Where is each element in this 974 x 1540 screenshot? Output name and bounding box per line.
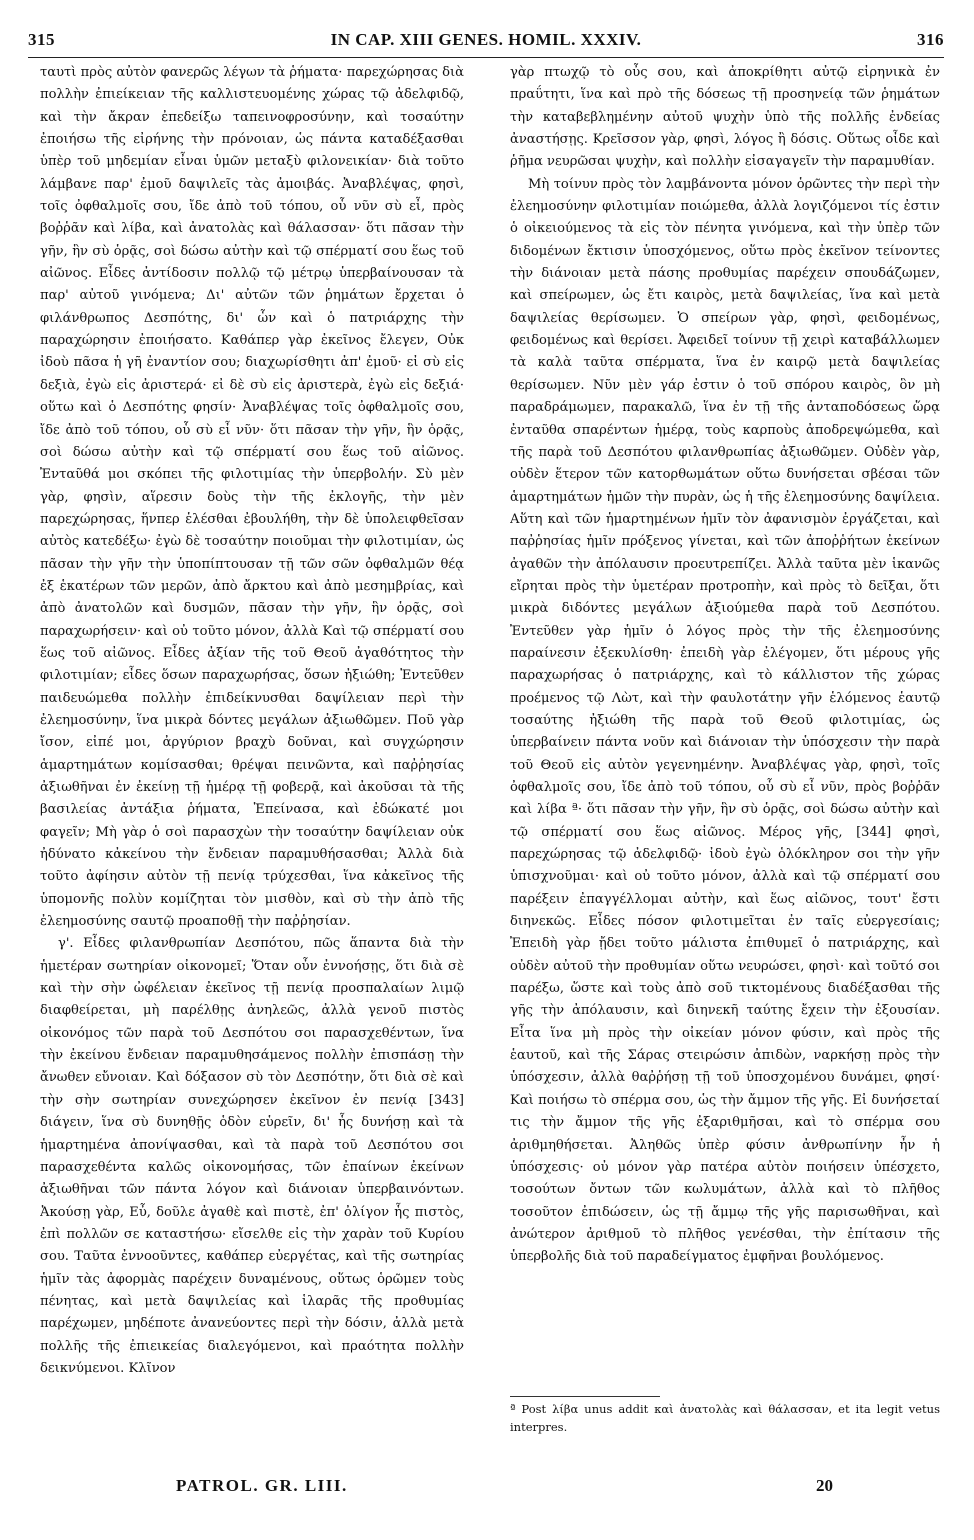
left-column: [40, 62, 464, 1452]
page-number-right: 316: [917, 30, 944, 49]
footnote: ª Post λίβα unus addit καὶ ἀνατολὰς καὶ θάλασσαν, et ita legit vetus interpres.: [510, 1402, 940, 1434]
right-column: [510, 62, 940, 1388]
left-paragraph-1: ταυτὶ πρὸς αὐτὸν φανερῶς λέγων τὰ ῥήματα· παρεχώρησας διὰ πολλὴν ἐπιείκειαν τῆς καλλιστευομένης χώρας τῷ ἀδελφιδῷ, καὶ τὴν ἄκραν ἐπεδείξω ταπεινοφροσύνην, καὶ τοσαύτην ἐποιήσω τῆς εἰρήνης τὴν πρόνοιαν, ὡς πάντα καταδέξασθαι ὑπὲρ τοῦ μηδεμίαν εἶναι ὑμῶν μεταξὺ φιλονεικίαν· διὰ τοῦτο λάμβανε παρ' ἐμοῦ δαψιλεῖς τὰς ἀμοιβάς. Ἀναβλέψας, φησὶ, τοῖς ὀφθαλμοῖς σου, ἴδε ἀπὸ τοῦ τόπου, οὗ νῦν σὺ εἶ, πρὸς βοῤῥᾶν καὶ λίβα, καὶ ἀνατολὰς καὶ θάλασσαν· ὅτι πᾶσαν τὴν γῆν, ἣν σὺ ὁρᾷς, σοὶ δώσω αὐτὴν καὶ τῷ σπέρματί σου ἕως τοῦ αἰῶνος. Εἶδες ἀντίδοσιν πολλῷ τῷ μέτρῳ ὑπερβαίνουσαν τὰ παρ' αὐτοῦ γινόμενα; Δι' αὐτῶν τῶν ῥημάτων ἔρχεται ὁ φιλάνθρωπος Δεσπότης, δι' ὧν καὶ ὁ πατριάρχης τὴν παραχώρησιν ἐποιήσατο. Καθάπερ γὰρ ἐκεῖνος ἔλεγεν, Οὐκ ἰδοὺ πᾶσα ἡ γῆ ἐναντίον σου; διαχωρίσθητι ἀπ' ἐμοῦ· εἰ σὺ εἰς δεξιὰ, ἐγὼ εἰς ἀριστερά· εἰ δὲ σὺ εἰς ἀριστερὰ, ἐγὼ εἰς δεξιά· οὕτω καὶ ὁ Δεσπότης φησίν· Ἀναβλέψας τοῖς ὀφθαλμοῖς σου, ἴδε ἀπὸ τοῦ τόπου, οὗ σὺ εἶ νῦν· ὅτι πᾶσαν τὴν γῆν, ἣν ὁρᾷς, σοὶ δώσω αὐτὴν καὶ τῷ σπέρματί σου ἕως τοῦ αἰῶνος. Ἐνταῦθά μοι σκόπει τῆς φιλοτιμίας τὴν ὑπερβολήν. Σὺ μὲν γὰρ, φησὶν, αἵρεσιν δοὺς τὴν τῆς ἐκλογῆς, τὴν μὲν παρεχώρησας, ἥνπερ ἑλέσθαι ἐβουλήθη, τὴν δὲ ὑπολειφθεῖσαν αὐτὸς κατεδέξω· ἐγὼ δὲ τοσαύτην ποιοῦμαι τὴν φιλοτιμίαν, ὡς πᾶσαν τὴν γῆν τὴν ὑποπίπτουσαν τῇ τῶν σῶν ὀφθαλμῶν θέᾳ ἐξ ἑκατέρων τῶν μερῶν, ἀπὸ ἄρκτου καὶ ἀπὸ μεσημβρίας, καὶ ἀπὸ ἀνατολῶν καὶ δυσμῶν, πᾶσαν τὴν γῆν, ἣν ὁρᾷς, σοὶ παραχωρήσειν· καὶ οὐ τοῦτο μόνον, ἀλλὰ Καὶ τῷ σπέρματί σου ἕως τοῦ αἰῶνος. Εἶδες ἀξίαν τῆς τοῦ Θεοῦ ἀγαθότητος τὴν φιλοτιμίαν; εἶδες ὅσων παραχωρήσας, ὅσων ἠξιώθη; Ἐντεῦθεν παιδευώμεθα πολλὴν ἐπιδείκνυσθαι δαψίλειαν περὶ τὴν ἐλεημοσύνην, ἵνα μικρὰ δόντες μεγάλων ἀξιωθῶμεν. Ποῦ γὰρ ἴσον, εἰπέ μοι, ἀργύριον βραχὺ δοῦναι, καὶ συγχώρησιν ἁμαρτημάτων κομίσασθαι; θρέψαι πεινῶντα, καὶ παῤῥησίας ἀξιωθῆναι ἐν ἐκείνῃ τῇ ἡμέρᾳ τῇ φοβερᾷ, καὶ ἀκοῦσαι τὰ τῆς βασιλείας ἀντάξια ῥήματα, Ἐπείνασα, καὶ ἐδώκατέ μοι φαγεῖν; Μὴ γὰρ ὁ σοὶ παρασχὼν τὴν τοσαύτην δαψίλειαν οὐκ ἠδύνατο κἀκείνου τὴν ἔνδειαν παραμυθήσασθαι; Ἀλλὰ διὰ τοῦτο ἀφίησιν αὐτὸν τῇ πενίᾳ τρύχεσθαι, ἵνα κἀκεῖνος τῆς ὑπομονῆς πολὺν κομίζηται τὸν μισθὸν, καὶ σὺ τὴν ἀπὸ τῆς ἐλεημοσύνης σαυτῷ προαποθῇ τὴν παῤῥησίαν.: [40, 65, 464, 930]
page-number-left: 315: [28, 30, 55, 49]
header-rule: [28, 57, 944, 58]
running-title: IN CAP. XIII GENES. HOMIL. XXXIV.: [330, 30, 642, 49]
running-header: [28, 30, 944, 56]
right-paragraph-2: Μὴ τοίνυν πρὸς τὸν λαμβάνοντα μόνον ὁρῶντες τὴν περὶ τὴν ἐλεημοσύνην φιλοτιμίαν ποιώμεθα, ἀλλὰ λογιζόμενοι τίς ἐστιν ὁ οἰκειούμενος τὰ εἰς τὸν πένητα γινόμενα, καὶ τὴν ὑπὲρ τῶν διδομένων ἔκτισιν ὑποσχόμενος, οὕτω πρὸς ἐκεῖνον τείνοντες τὴν διάνοιαν μετὰ πάσης προθυμίας παρέχειν σπουδάζωμεν, καὶ σπείρωμεν, ὡς ἔτι καιρὸς, μετὰ δαψιλείας, ἵνα καὶ μετὰ δαψιλείας θερίσωμεν. Ὁ σπείρων γὰρ, φησὶ, φειδομένως, φειδομένως καὶ θερίσει. Ἀφειδεῖ τοίνυν τῇ χειρὶ καταβάλλωμεν τὰ καλὰ ταῦτα σπέρματα, ἵνα ἐν καιρῷ μετὰ δαψιλείας θερίσωμεν. Νῦν μὲν γάρ ἐστιν ὁ τοῦ σπόρου καιρὸς, ὃν μὴ παραδράμωμεν, παρακαλῶ, ἵνα ἐν τῇ τῆς ἀνταποδόσεως ὥρᾳ ἐνταῦθα σπαρέντων ἡμέρᾳ, τοὺς καρποὺς ἀποδρεψώμεθα, καὶ τῆς παρὰ τοῦ Δεσπότου φιλανθρωπίας ἀξιωθῶμεν. Οὐδὲν γὰρ, οὐδὲν ἕτερον τῶν κατορθωμάτων οὕτω δυνήσεται σβέσαι τῶν ἁμαρτημάτων ἡμῶν τὴν πυρὰν, ὡς ἡ τῆς ἐλεημοσύνης δαψίλεια. Αὕτη καὶ τῶν ἡμαρτημένων ἡμῖν τὸν ἀφανισμὸν ἐργάζεται, καὶ παῤῥησίας ἡμῖν πρόξενος γίνεται, καὶ τῶν ἀποῤῥήτων ἐκείνων ἀγαθῶν τὴν ἀπόλαυσιν προευτρεπίζει. Ἀλλὰ ταῦτα μὲν ἱκανῶς εἴρηται πρὸς τὴν ὑμετέραν προτροπὴν, καὶ πρὸς τὸ δεῖξαι, ὅτι μικρὰ διδόντες μεγάλων ἀξιούμεθα παρὰ τοῦ Δεσπότου. Ἐντεῦθεν γὰρ ἡμῖν ὁ λόγος πρὸς τὴν τῆς ἐλεημοσύνης παραίνεσιν ἐξεκυλίσθη· ἐπειδὴ γὰρ ἐλέγομεν, ὅτι μέρους γῆς παραχωρήσας ὁ πατριάρχης, καὶ τὸ κάλλιστον τῆς χώρας προέμενος τῷ Λὼτ, καὶ τὴν φαυλοτάτην γῆν ἑλόμενος ἑαυτῷ τοσαύτης ἠξιώθη τῆς παρὰ τοῦ Θεοῦ φιλοτιμίας, ὡς ὑπερβαίνειν πάντα νοῦν καὶ διάνοιαν τὴν ὑπόσχεσιν τὴν παρὰ τοῦ Θεοῦ εἰς αὐτὸν γεγενημένην. Ἀναβλέψας γὰρ, φησὶ, τοῖς ὀφθαλμοῖς σου, ἴδε ἀπὸ τοῦ τόπου, οὗ σὺ εἶ νῦν, πρὸς βοῤῥᾶν καὶ λίβα ª· ὅτι πᾶσαν τὴν γῆν, ἣν σὺ ὁρᾷς, σοὶ δώσω αὐτὴν καὶ τῷ σπέρματί σου ἕως αἰῶνος. Μέρος γῆς, [344] φησὶ, παρεχώρησας τῷ ἀδελφιδῷ· ἰδοὺ ἐγὼ ὁλόκληρον σοι τὴν γῆν ὑπισχνοῦμαι· καὶ οὐ τοῦτο μόνον, ἀλλὰ καὶ τῷ σπέρματί σου παρέξειν ἐπαγγέλλομαι αὐτὴν, καὶ ἕως αἰῶνος, τουτ' ἔστι διηνεκῶς. Εἶδες πόσον φιλοτιμεῖται ἐν ταῖς εὐεργεσίαις; Ἐπειδὴ γὰρ ᾔδει τοῦτο μάλιστα ἐπιθυμεῖ ὁ πατριάρχης, καὶ οὐδὲν αὐτοῦ τὴν προθυμίαν οὕτω νευρώσει, φησὶ· καὶ τοῦτό σοι παρέξω, ὥστε καὶ τοὺς ἀπὸ σοῦ τικτομένους διαδέξασθαι τῆς γῆς τὴν ἀπόλαυσιν, καὶ διηνεκῆ ταύτης ἔχειν τὴν ἐξουσίαν. Εἶτα ἵνα μὴ πρὸς τὴν οἰκείαν μόνον φύσιν, καὶ πρὸς τῆς ἑαυτοῦ, καὶ τῆς Σάρας στειρώσιν ἀπιδὼν, ναρκήσῃ πρὸς τὴν ὑπόσχεσιν, ἀλλὰ θαῤῥήσῃ τῇ τοῦ ὑποσχομένου δυνάμει, φησί· Καὶ ποιήσω τὸ σπέρμα σου, ὡς τὴν ἄμμον τῆς γῆς. Εἰ δυνήσεταί τις τὴν ἄμμον τῆς γῆς ἐξαριθμῆσαι, καὶ τὸ σπέρμα σου ἀριθμηθήσεται. Ἀληθῶς ὑπὲρ φύσιν ἀνθρωπίνην ἦν ἡ ὑπόσχεσις· οὐ μόνον γὰρ πατέρα αὐτὸν ποιήσειν ὑπέσχετο, τοσούτων ὄντων τῶν κωλυμάτων, ἀλλὰ καὶ τὸ πλῆθος τοσοῦτον ἐπιδώσειν, ὡς τῇ ἄμμῳ τῆς γῆς παρισωθῆναι, καὶ ἀνώτερον ἀριθμοῦ τὸ πλῆθος γενέσθαι, τὴν ἐπίτασιν τῆς ὑπερβολῆς διὰ τοῦ παραδείγματος ἐμφῆναι βουλόμενος.: [510, 176, 940, 1265]
signature-number: 20: [816, 1476, 833, 1495]
left-paragraph-2: γ'. Εἶδες φιλανθρωπίαν Δεσπότου, πῶς ἅπαντα διὰ τὴν ἡμετέραν σωτηρίαν οἰκονομεῖ; Ὅταν οὖν ἐννοήσῃς, ὅτι διὰ σὲ καὶ τὴν σὴν ὠφέλειαν ἐκεῖνος τῇ πενίᾳ προσπαλαίων λιμῷ διαφθείρεται, μὴ παρέλθῃς ἀνηλεῶς, ἀλλὰ γενοῦ πιστὸς οἰκονόμος τῶν παρὰ τοῦ Δεσπότου σοι παρασχεθέντων, ἵνα τὴν ἐκείνου ἔνδειαν παραμυθησάμενος πολλὴν ἐπισπάσῃ τὴν ἄνωθεν εὔνοιαν. Καὶ δόξασον σὺ τὸν Δεσπότην, ὅτι διὰ σὲ καὶ τὴν σὴν σωτηρίαν συνεχώρησεν ἐκεῖνον ἐν πενίᾳ [343] διάγειν, ἵνα σὺ δυνηθῇς ὁδὸν εὑρεῖν, δι' ἧς δυνήσῃ καὶ τὰ ἡμαρτημένα ἀπονίψασθαι, καὶ τὰ παρὰ τοῦ Δεσπότου σοι παρασχεθέντα καλῶς οἰκονομήσας, τῶν ἐπαίνων ἐκείνων ἀξιωθῆναι τῶν πάντα λόγον καὶ διάνοιαν ὑπερβαινόντων. Ἀκούσῃ γὰρ, Εὖ, δοῦλε ἀγαθὲ καὶ πιστὲ, ἐπ' ὀλίγον ἧς πιστὸς, ἐπὶ πολλῶν σε καταστήσω· εἴσελθε εἰς τὴν χαρὰν τοῦ Κυρίου σου. Ταῦτα ἐννοοῦντες, καθάπερ εὐεργέτας, καὶ τῆς σωτηρίας ἡμῖν τὰς ἀφορμὰς παρέχειν δυναμένους, οὕτως ὁρῶμεν τοὺς πένητας, καὶ μετὰ δαψιλείας καὶ ἱλαρᾶς τῆς προθυμίας παρέχωμεν, μηδέποτε ἀνανεύοντες περὶ τὴν δόσιν, ἀλλὰ μετὰ πολλῆς τῆς ἐπιεικείας διαλεγόμενοι, καὶ πραότητα πολλὴν δεικνύμενοι. Κλῖνον: [40, 936, 464, 1376]
signature-mark: PATROL. GR. LIII.: [176, 1476, 348, 1495]
right-paragraph-1: γὰρ πτωχῷ τὸ οὖς σου, καὶ ἀποκρίθητι αὐτῷ εἰρηνικὰ ἐν πραΰτητι, ἵνα καὶ πρὸ τῆς δόσεως τῇ προσηνείᾳ τῶν ῥημάτων τὴν καταβεβλημένην αὐτοῦ ψυχὴν ὑπὸ τῆς πολλῆς ἐνδείας ἀναστήσῃς. Κρεῖσσον γὰρ, φησὶ, λόγος ἢ δόσις. Οὕτως οἶδε καὶ ῥῆμα νευρῶσαι ψυχὴν, καὶ πολλὴν εἰσαγαγεῖν τὴν παραμυθίαν.: [510, 65, 940, 170]
footnote-rule: [510, 1396, 660, 1397]
